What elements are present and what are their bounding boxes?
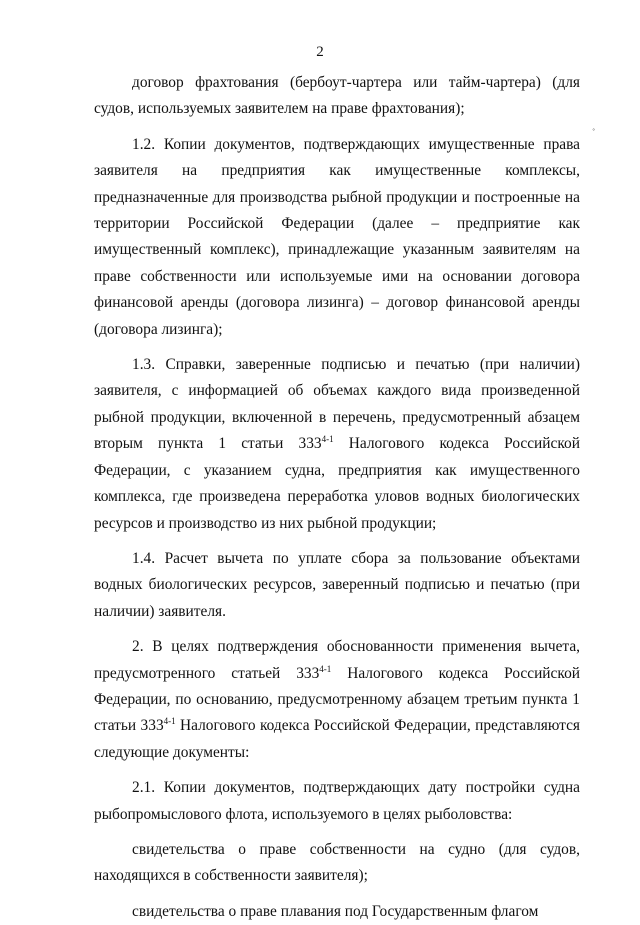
article-superscript: 4-1 — [321, 434, 334, 445]
paragraph-2 — [94, 634, 580, 766]
article-superscript: 4-1 — [319, 663, 332, 674]
paragraph-1-4: 1.4. Расчет вычета по уплате сбора за пользование объектами водных биологических ресурсов, заверенный подписью и печатью (при наличии) заявителя. — [94, 549, 580, 620]
paragraph-2-part-1: 2. В целях подтверждения обоснованности применения вычета, предусмотренного статьей 333 — [94, 638, 580, 682]
paragraph-ownership-certificate: свидетельства о праве собственности на судно (для судов, находящихся в собственности заявителя); — [94, 840, 580, 885]
paragraph-1-2: 1.2. Копии документов, подтверждающих имущественные права заявителя на предприятия как имущественные комплексы, предназначенные для производства рыбной продукции и построенные на территории Российской Федерации (далее – предприятие как имущественный комплекс), принадлежащие указанным заявителям на праве собственности или используемые ими на основании договора финансовой аренды (договора лизинга) – договор финансовой аренды (договора лизинга); — [94, 135, 580, 338]
paragraph-1-3-part-1: 1.3. Справки, заверенные подписью и печатью (при наличии) заявителя, с информацией об объемах каждого вида произведенной рыбной продукции, включенной в перечень, предусмотренный абзацем вторым пункта 1 статьи 333 — [94, 356, 580, 453]
paragraph-1-3-part-2: Налогового кодекса Российской Федерации, с указанием судна, предприятия как имущественного комплекса, где произведена переработка уловов водных биологических ресурсов и производство из них рыбной продукции; — [94, 435, 580, 532]
scan-artifact: ˚ — [592, 128, 596, 139]
paragraph-2-part-3: Налогового кодекса Российской Федерации, представляются следующие документы: — [94, 717, 580, 761]
paragraph-flag-certificate: свидетельства о праве плавания под Государственным флагом — [132, 902, 539, 920]
article-superscript: 4-1 — [163, 716, 176, 727]
document-body — [94, 70, 580, 925]
paragraph-1-3 — [94, 352, 580, 537]
paragraph-2-1: 2.1. Копии документов, подтверждающих дату постройки судна рыбопромыслового флота, используемого в целях рыболовства: — [94, 779, 580, 823]
page-number: 2 — [316, 44, 324, 60]
paragraph-2-part-2: Налогового кодекса Российской Федерации, по основанию, предусмотренному абзацем третьим пункта 1 статьи 333 — [94, 664, 580, 735]
paragraph-charter-contract: договор фрахтования (бербоут-чартера или тайм-чартера) (для судов, используемых заявителем на праве фрахтования); — [94, 74, 580, 118]
